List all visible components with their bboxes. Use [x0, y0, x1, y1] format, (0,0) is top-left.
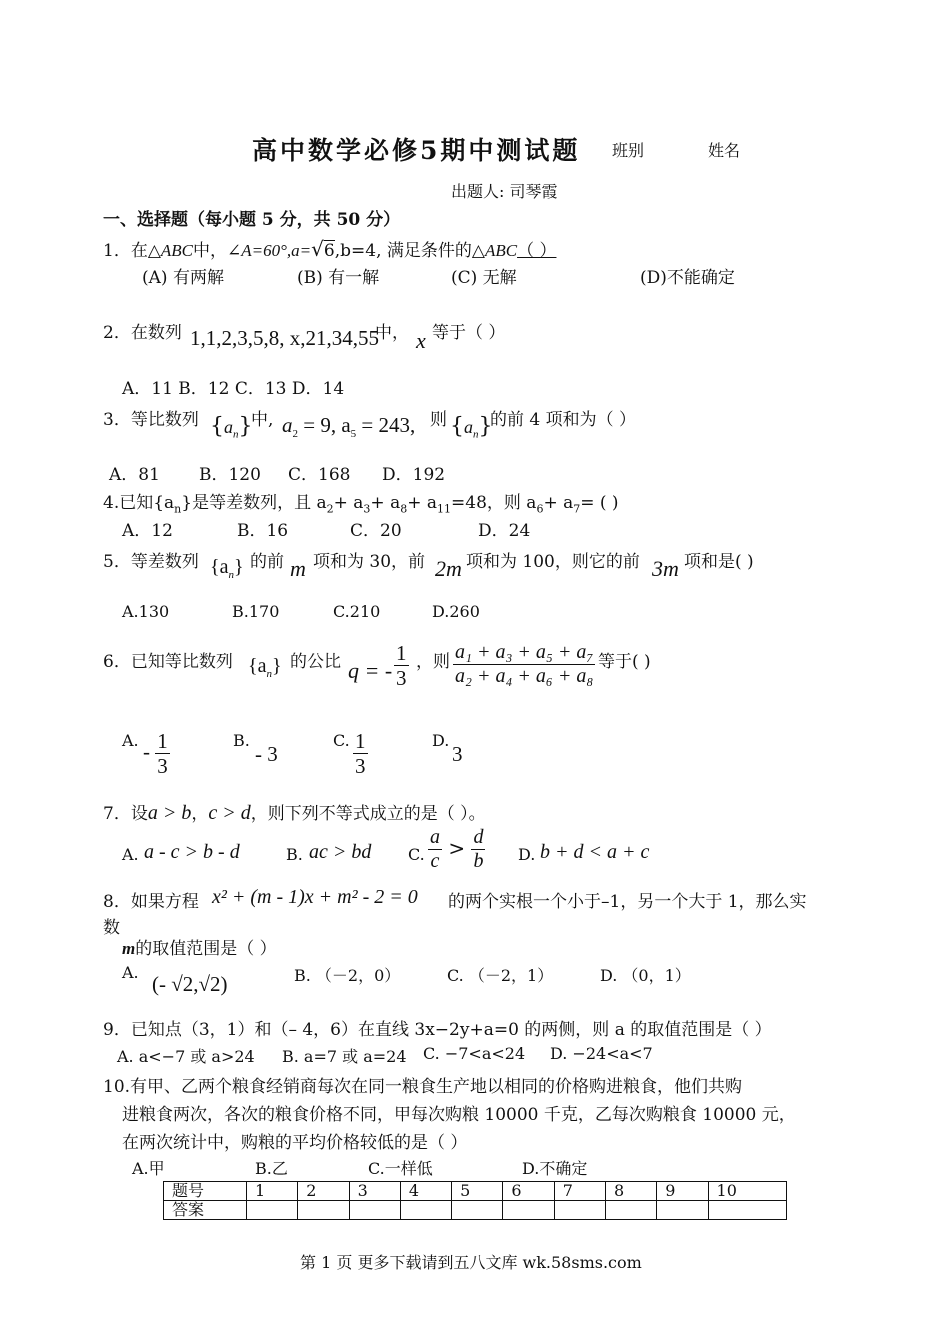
- q6-option-d[interactable]: 3: [452, 742, 463, 766]
- q6-seq: $\{a_n\}$: [248, 655, 282, 680]
- question-1: 1．在△ABC中，∠A=60°,a=√6,b=4, 满足条件的△ABC（ ）: [103, 237, 557, 261]
- q2-sequence: 1,1,2,3,5,8, x,21,34,55: [190, 326, 379, 350]
- question-number-cell: 1: [247, 1182, 298, 1201]
- q9-option-b[interactable]: B. a=7 或 a=24: [282, 1047, 407, 1066]
- q10-option-d[interactable]: D.不确定: [522, 1159, 588, 1178]
- q6-option-b[interactable]: - 3: [255, 742, 278, 766]
- q9-option-d[interactable]: D. −24<a<7: [550, 1044, 653, 1063]
- q2-mid: 中，: [375, 323, 409, 343]
- q5-option-a[interactable]: A.130: [122, 602, 170, 621]
- q4-option-b[interactable]: B．16: [237, 521, 289, 541]
- q3-tail: 的前 4 项和为（ ）: [490, 410, 637, 430]
- q6-option-c[interactable]: $\frac{1}{3}$: [355, 729, 366, 779]
- q6-ratio-label: 的公比: [290, 652, 341, 672]
- q8-option-c[interactable]: C. （－2，1）: [447, 966, 554, 985]
- q6-prefix: 6．已知等比数列: [103, 652, 233, 672]
- class-label: 班别: [612, 141, 645, 160]
- q7-option-d-label[interactable]: D.: [518, 845, 536, 864]
- q5-seq: $\{a_n\}$: [210, 556, 244, 581]
- q3-then: 则: [430, 410, 447, 430]
- table-row: [164, 1182, 787, 1201]
- question-number-cell: 6: [503, 1182, 554, 1201]
- answer-cell[interactable]: [708, 1201, 786, 1220]
- q10-option-c[interactable]: C.一样低: [368, 1159, 433, 1178]
- answer-cell[interactable]: [554, 1201, 605, 1220]
- q6-q-frac: $\frac{1}{3}$: [396, 641, 407, 691]
- q3-option-d[interactable]: D．192: [382, 465, 446, 485]
- name-label: 姓名: [708, 141, 741, 160]
- question-number-cell: 10: [708, 1182, 786, 1201]
- q4-option-d[interactable]: D．24: [478, 521, 531, 541]
- q6-option-d-label[interactable]: D.: [432, 731, 450, 750]
- q8-option-a[interactable]: (- √2,√2): [152, 972, 228, 996]
- q2-options[interactable]: A．11 B．12 C．13 D．14: [122, 379, 345, 399]
- q9-option-c[interactable]: C. −7<a<24: [423, 1044, 526, 1063]
- q8-option-a-label[interactable]: A.: [122, 963, 139, 982]
- answer-cell[interactable]: [503, 1201, 554, 1220]
- q10-option-b[interactable]: B.乙: [255, 1159, 288, 1178]
- q5-option-d[interactable]: D.260: [432, 602, 480, 621]
- table-header-cell: 题号: [164, 1182, 247, 1201]
- q9-option-a[interactable]: A. a<−7 或 a>24: [117, 1047, 255, 1066]
- q3-seq: $\{a_n\}$: [210, 414, 253, 441]
- q7-option-a[interactable]: a - c > b - d: [144, 841, 240, 863]
- question-number-cell: 2: [298, 1182, 349, 1201]
- answer-cell[interactable]: [605, 1201, 656, 1220]
- q10-line2: 进粮食两次，各次的粮食价格不同，甲每次购粮 10000 千克，乙每次购粮食 10000 元，: [122, 1105, 796, 1125]
- answer-cell[interactable]: [400, 1201, 451, 1220]
- page-title: 高中数学必修5期中测试题: [252, 136, 581, 165]
- question-4: 4.已知$\{a_n\}$是等差数列，且 $a_2+ a_3+ a_8+ a_{11}=48$，则 $a_6+ a_7=$ ( ): [103, 493, 619, 516]
- q6-tail: 等于( ): [598, 652, 651, 672]
- answer-cell[interactable]: [349, 1201, 400, 1220]
- q7-option-c[interactable]: $\frac{a}{c}$ > $\frac{d}{b}$: [430, 826, 484, 872]
- q8-tail: 的两个实根一个小于–1，另一个大于 1，那么实: [448, 892, 807, 912]
- q7-option-a-label[interactable]: A.: [122, 845, 139, 864]
- q8-line2: 数: [103, 918, 120, 938]
- answer-table: [163, 1181, 787, 1220]
- q10-option-a[interactable]: A.甲: [132, 1159, 165, 1178]
- q8-prefix: 8．如果方程: [103, 892, 199, 912]
- q7-option-b[interactable]: ac > bd: [309, 841, 372, 863]
- question-number-cell: 4: [400, 1182, 451, 1201]
- q7-option-d[interactable]: b + d < a + c: [540, 841, 650, 863]
- q3-prefix: 3．等比数列: [103, 410, 199, 430]
- question-number-cell: 5: [452, 1182, 503, 1201]
- answer-cell[interactable]: [657, 1201, 708, 1220]
- answer-cell[interactable]: [247, 1201, 298, 1220]
- answer-cell[interactable]: [452, 1201, 503, 1220]
- q1-option-d[interactable]: (D)不能确定: [640, 268, 735, 288]
- q5-2m: 2m: [435, 556, 462, 581]
- q5-option-b[interactable]: B.170: [232, 602, 280, 621]
- q3-option-b[interactable]: B．120: [199, 465, 261, 485]
- q5-option-c[interactable]: C.210: [333, 602, 381, 621]
- q5-3m: 3m: [652, 556, 679, 581]
- q5-t1: 的前: [250, 552, 284, 572]
- q10-line3: 在两次统计中，购粮的平均价格较低的是（ ）: [122, 1133, 468, 1153]
- q2-prefix: 2．在数列: [103, 323, 182, 343]
- q5-t2: 项和为 30，前: [313, 552, 426, 572]
- q4-option-c[interactable]: C．20: [350, 521, 402, 541]
- answer-cell[interactable]: [298, 1201, 349, 1220]
- q2-var: x: [416, 328, 426, 353]
- q6-option-a[interactable]: - $\frac{1}{3}$: [143, 729, 168, 779]
- q6-option-b-label[interactable]: B.: [233, 731, 250, 750]
- q1-option-b[interactable]: (B) 有一解: [297, 268, 380, 288]
- q5-prefix: 5．等差数列: [103, 552, 199, 572]
- table-row: [164, 1201, 787, 1220]
- page-footer: 第 1 页 更多下载请到五八文库 wk.58sms.com: [300, 1253, 642, 1272]
- q8-equation: x² + (m - 1)x + m² - 2 = 0: [212, 886, 418, 908]
- q10-line1: 10.有甲、乙两个粮食经销商每次在同一粮食生产地以相同的价格购进粮食，他们共购: [103, 1077, 743, 1097]
- question-number-cell: 8: [605, 1182, 656, 1201]
- q3-option-c[interactable]: C．168: [288, 465, 351, 485]
- q1-option-c[interactable]: (C) 无解: [451, 268, 517, 288]
- q5-t3: 项和为 100，则它的前: [466, 552, 640, 572]
- q4-option-a[interactable]: A．12: [122, 521, 173, 541]
- q1-option-a[interactable]: (A) 有两解: [142, 268, 224, 288]
- q3-seq-2: $\{a_n\}$: [450, 414, 493, 441]
- q3-mid: 中,: [251, 410, 274, 430]
- q6-option-a-label[interactable]: A.: [122, 731, 139, 750]
- q8-option-b[interactable]: B. （－2，0）: [294, 966, 401, 985]
- q8-option-d[interactable]: D. （0，1）: [600, 966, 691, 985]
- q3-option-a[interactable]: A．81: [109, 465, 160, 485]
- table-header-cell: 答案: [164, 1201, 247, 1220]
- q6-then: ，则: [416, 652, 450, 672]
- q8-line3: m的取值范围是（ ）: [122, 939, 277, 959]
- q6-q-eq: q = -: [348, 658, 393, 683]
- section-heading: 一、选择题（每小题 5 分，共 50 分）: [103, 210, 401, 230]
- q2-tail: 等于（ ）: [432, 323, 506, 343]
- question-number-cell: 3: [349, 1182, 400, 1201]
- question-number-cell: 7: [554, 1182, 605, 1201]
- q5-t4: 项和是( ): [684, 552, 754, 572]
- q7-option-b-label[interactable]: B.: [286, 845, 303, 864]
- author-line: 出题人: 司琴霞: [451, 182, 558, 201]
- q6-expr-frac: $\frac{\text{a₁ + a₃ + a₅ + a₇}}{\text{a₂ + a₄ + a₆ + a₈}}$: [455, 641, 594, 687]
- q7-option-c-label[interactable]: C.: [408, 845, 425, 864]
- q3-cond: $a_2 = 9$, $a_5 = 243$,: [282, 413, 416, 441]
- question-9: 9．已知点（3，1）和（– 4，6）在直线 3x−2y+a=0 的两侧，则 a 的取值范围是（ ）: [103, 1020, 772, 1040]
- q6-option-c-label[interactable]: C.: [333, 731, 350, 750]
- question-7: 7．设a > b，c > d，则下列不等式成立的是（ ）。: [103, 802, 486, 824]
- q5-m: m: [290, 556, 306, 581]
- question-number-cell: 9: [657, 1182, 708, 1201]
